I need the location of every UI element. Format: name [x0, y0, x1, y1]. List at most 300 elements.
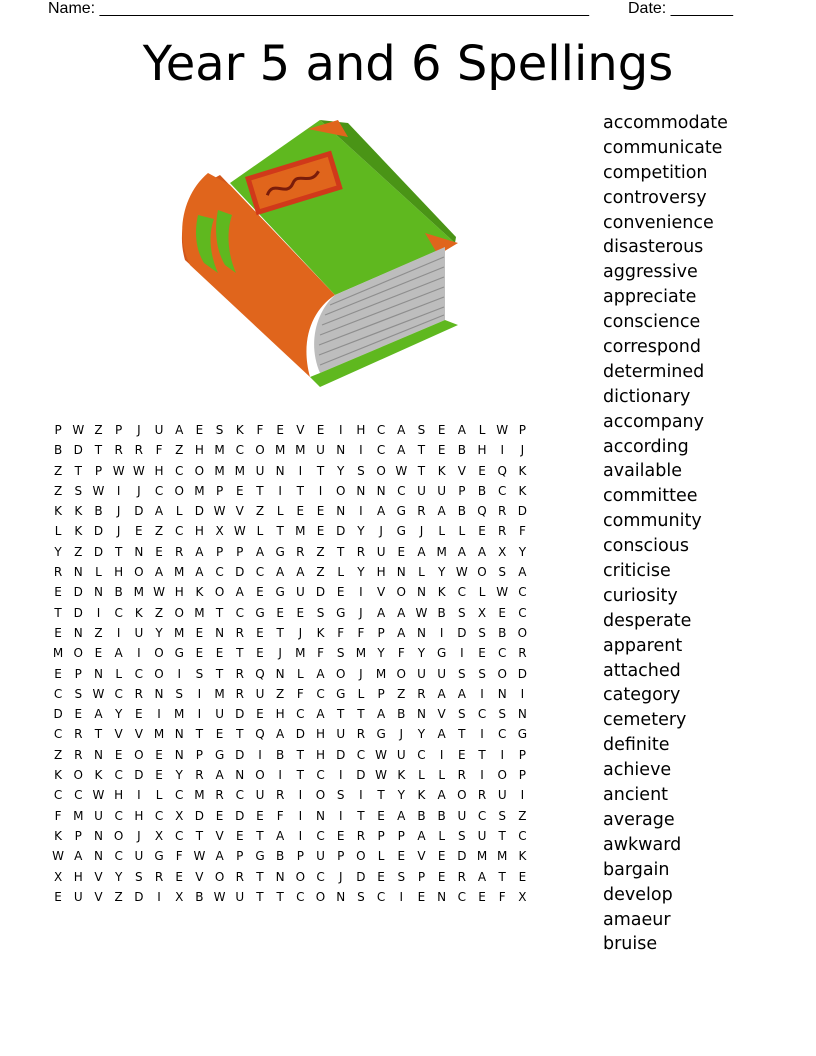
grid-letter[interactable]: D [73, 443, 83, 458]
grid-letter[interactable]: A [376, 605, 386, 620]
grid-letter[interactable]: A [255, 544, 265, 559]
grid-letter[interactable]: N [73, 565, 83, 580]
grid-letter[interactable]: D [73, 605, 83, 620]
grid-letter[interactable]: Z [53, 747, 63, 762]
grid-letter[interactable]: T [74, 463, 82, 478]
grid-letter[interactable]: W [92, 483, 105, 498]
grid-letter[interactable]: E [256, 808, 264, 823]
grid-letter[interactable]: N [437, 889, 447, 904]
grid-letter[interactable]: E [316, 423, 325, 437]
grid-letter[interactable]: I [197, 686, 202, 701]
grid-letter[interactable]: P [397, 828, 405, 843]
grid-letter[interactable]: K [235, 423, 244, 437]
grid-letter[interactable]: Z [276, 686, 285, 701]
grid-letter[interactable]: C [74, 788, 83, 803]
grid-letter[interactable]: S [498, 707, 507, 722]
grid-letter[interactable]: R [417, 686, 426, 701]
grid-letter[interactable]: R [235, 869, 244, 884]
grid-letter[interactable]: C [376, 423, 386, 437]
grid-letter[interactable]: S [458, 707, 466, 722]
grid-letter[interactable]: X [175, 808, 184, 823]
grid-letter[interactable]: L [276, 504, 284, 519]
grid-letter[interactable]: V [94, 869, 103, 884]
grid-letter[interactable]: J [137, 423, 141, 437]
grid-letter[interactable]: R [356, 544, 366, 559]
grid-letter[interactable]: K [437, 463, 446, 478]
grid-letter[interactable]: I [338, 808, 343, 823]
grid-letter[interactable]: K [518, 463, 527, 478]
grid-letter[interactable]: E [336, 585, 345, 600]
grid-letter[interactable]: J [298, 625, 303, 640]
grid-letter[interactable]: H [316, 747, 326, 762]
grid-letter[interactable]: Z [74, 544, 83, 559]
grid-letter[interactable]: V [134, 727, 143, 742]
grid-letter[interactable]: H [316, 727, 326, 742]
grid-letter[interactable]: C [114, 605, 123, 620]
grid-letter[interactable]: J [359, 605, 363, 620]
grid-letter[interactable]: Y [155, 625, 163, 640]
grid-letter[interactable]: I [359, 443, 363, 458]
grid-letter[interactable]: M [295, 646, 306, 661]
grid-letter[interactable]: T [256, 889, 264, 904]
grid-letter[interactable]: K [94, 768, 103, 783]
grid-letter[interactable]: Z [94, 625, 103, 640]
grid-letter[interactable]: B [397, 707, 406, 722]
grid-letter[interactable]: I [520, 788, 525, 803]
grid-letter[interactable]: Y [437, 565, 446, 580]
grid-letter[interactable]: D [235, 565, 245, 580]
grid-letter[interactable]: C [457, 889, 467, 904]
grid-letter[interactable]: M [355, 646, 367, 661]
grid-letter[interactable]: C [53, 686, 63, 701]
grid-letter[interactable]: W [496, 585, 509, 600]
grid-letter[interactable]: M [194, 483, 205, 498]
grid-letter[interactable]: T [377, 788, 385, 803]
grid-letter[interactable]: A [417, 828, 426, 843]
grid-letter[interactable]: P [296, 849, 304, 864]
grid-letter[interactable]: A [397, 808, 406, 823]
grid-letter[interactable]: L [337, 565, 345, 580]
grid-letter[interactable]: Y [54, 544, 62, 559]
grid-letter[interactable]: Q [497, 463, 507, 478]
grid-letter[interactable]: W [112, 463, 125, 478]
grid-letter[interactable]: B [53, 443, 63, 458]
grid-letter[interactable]: M [174, 625, 185, 640]
grid-letter[interactable]: A [114, 646, 123, 661]
grid-letter[interactable]: Y [417, 727, 426, 742]
grid-letter[interactable]: U [215, 707, 224, 722]
grid-letter[interactable]: M [214, 443, 225, 458]
grid-letter[interactable]: A [376, 504, 386, 519]
grid-letter[interactable]: N [215, 625, 225, 640]
grid-letter[interactable]: I [197, 707, 202, 722]
grid-letter[interactable]: S [498, 808, 507, 823]
grid-letter[interactable]: P [74, 666, 82, 681]
grid-letter[interactable]: D [457, 849, 467, 864]
grid-letter[interactable]: C [498, 483, 507, 498]
grid-letter[interactable]: C [235, 788, 244, 803]
grid-letter[interactable]: Y [357, 565, 365, 580]
grid-letter[interactable]: I [359, 585, 363, 600]
grid-letter[interactable]: A [195, 565, 204, 580]
grid-letter[interactable]: C [316, 686, 325, 701]
grid-letter[interactable]: M [214, 686, 225, 701]
grid-letter[interactable]: D [295, 727, 305, 742]
grid-letter[interactable]: V [376, 585, 386, 600]
grid-letter[interactable]: H [376, 565, 386, 580]
grid-letter[interactable]: Z [316, 565, 325, 580]
grid-letter[interactable]: K [518, 849, 527, 864]
grid-letter[interactable]: H [275, 707, 285, 722]
grid-letter[interactable]: O [356, 849, 366, 864]
grid-letter[interactable]: B [195, 889, 204, 904]
grid-letter[interactable]: E [54, 585, 62, 600]
grid-letter[interactable]: X [518, 889, 527, 904]
grid-letter[interactable]: C [417, 747, 426, 762]
grid-letter[interactable]: M [497, 849, 508, 864]
grid-letter[interactable]: N [93, 585, 103, 600]
grid-letter[interactable]: O [457, 788, 467, 803]
grid-letter[interactable]: S [74, 686, 83, 701]
grid-letter[interactable]: O [214, 585, 225, 600]
grid-letter[interactable]: J [278, 646, 282, 661]
grid-letter[interactable]: R [457, 768, 467, 783]
grid-letter[interactable]: G [336, 605, 346, 620]
grid-letter[interactable]: E [155, 747, 163, 762]
grid-letter[interactable]: M [234, 463, 245, 478]
grid-letter[interactable]: U [154, 423, 164, 437]
grid-letter[interactable]: B [437, 605, 446, 620]
grid-letter[interactable]: W [213, 889, 226, 904]
grid-letter[interactable]: G [174, 646, 184, 661]
grid-letter[interactable]: E [94, 646, 103, 661]
grid-letter[interactable]: P [215, 544, 224, 559]
grid-letter[interactable]: E [135, 707, 143, 722]
grid-letter[interactable]: N [396, 565, 406, 580]
grid-letter[interactable]: C [316, 869, 325, 884]
grid-letter[interactable]: T [195, 828, 204, 843]
grid-letter[interactable]: L [478, 423, 486, 437]
grid-letter[interactable]: S [458, 605, 466, 620]
grid-letter[interactable]: A [457, 686, 466, 701]
grid-letter[interactable]: G [517, 727, 528, 742]
grid-letter[interactable]: I [338, 423, 343, 437]
grid-letter[interactable]: E [296, 504, 305, 519]
grid-letter[interactable]: E [74, 707, 83, 722]
grid-letter[interactable]: A [154, 565, 164, 580]
grid-letter[interactable]: W [153, 585, 165, 600]
grid-letter[interactable]: R [477, 788, 487, 803]
grid-letter[interactable]: P [518, 423, 527, 437]
grid-letter[interactable]: U [437, 666, 447, 681]
grid-letter[interactable]: F [155, 443, 163, 458]
grid-letter[interactable]: T [357, 707, 365, 722]
grid-letter[interactable]: A [397, 605, 406, 620]
grid-letter[interactable]: B [276, 849, 285, 864]
grid-letter[interactable]: H [477, 443, 487, 458]
grid-letter[interactable]: F [357, 625, 365, 640]
grid-letter[interactable]: W [415, 605, 428, 620]
grid-letter[interactable]: Y [337, 463, 345, 478]
grid-letter[interactable]: A [215, 768, 224, 783]
grid-letter[interactable]: A [316, 707, 325, 722]
grid-letter[interactable]: R [154, 869, 164, 884]
grid-letter[interactable]: C [175, 788, 184, 803]
grid-letter[interactable]: T [296, 483, 305, 498]
grid-letter[interactable]: T [417, 443, 426, 458]
grid-letter[interactable]: E [417, 889, 426, 904]
grid-letter[interactable]: E [296, 605, 305, 620]
grid-letter[interactable]: F [175, 849, 183, 864]
grid-letter[interactable]: N [73, 625, 83, 640]
grid-letter[interactable]: I [157, 707, 161, 722]
grid-letter[interactable]: Q [477, 504, 487, 519]
grid-letter[interactable]: W [233, 524, 246, 539]
grid-letter[interactable]: R [498, 504, 507, 519]
grid-letter[interactable]: A [276, 565, 285, 580]
grid-letter[interactable]: C [397, 483, 406, 498]
grid-letter[interactable]: N [275, 666, 285, 681]
grid-letter[interactable]: Z [114, 889, 123, 904]
grid-letter[interactable]: D [356, 768, 366, 783]
grid-letter[interactable]: W [395, 463, 408, 478]
grid-letter[interactable]: U [497, 788, 507, 803]
grid-letter[interactable]: C [457, 585, 467, 600]
grid-letter[interactable]: X [215, 524, 224, 539]
grid-letter[interactable]: U [316, 443, 325, 458]
grid-letter[interactable]: W [213, 504, 226, 519]
grid-letter[interactable]: Y [417, 646, 426, 661]
grid-letter[interactable]: U [457, 808, 467, 823]
grid-letter[interactable]: O [113, 828, 124, 843]
grid-letter[interactable]: M [194, 788, 205, 803]
grid-letter[interactable]: F [276, 808, 284, 823]
grid-letter[interactable]: Z [94, 423, 103, 437]
grid-letter[interactable]: C [235, 605, 244, 620]
grid-letter[interactable]: E [54, 889, 62, 904]
grid-letter[interactable]: A [195, 544, 204, 559]
grid-letter[interactable]: A [417, 544, 426, 559]
grid-letter[interactable]: L [297, 666, 304, 681]
grid-letter[interactable]: N [134, 544, 144, 559]
grid-letter[interactable]: L [458, 524, 466, 539]
grid-letter[interactable]: V [195, 869, 204, 884]
grid-letter[interactable]: T [215, 605, 224, 620]
grid-letter[interactable]: I [278, 483, 282, 498]
grid-letter[interactable]: S [74, 483, 83, 498]
grid-letter[interactable]: C [154, 483, 164, 498]
grid-letter[interactable]: P [115, 423, 123, 437]
grid-letter[interactable]: D [235, 808, 245, 823]
grid-letter[interactable]: S [175, 686, 184, 701]
grid-letter[interactable]: E [195, 423, 204, 437]
grid-letter[interactable]: L [357, 686, 365, 701]
grid-letter[interactable]: O [134, 565, 144, 580]
grid-letter[interactable]: I [137, 788, 141, 803]
grid-letter[interactable]: A [518, 565, 527, 580]
grid-letter[interactable]: E [155, 544, 163, 559]
grid-letter[interactable]: D [73, 585, 83, 600]
grid-letter[interactable]: E [215, 808, 224, 823]
grid-letter[interactable]: E [256, 585, 264, 600]
grid-letter[interactable]: V [417, 849, 426, 864]
grid-letter[interactable]: T [94, 727, 103, 742]
grid-letter[interactable]: O [335, 666, 346, 681]
grid-letter[interactable]: E [518, 869, 527, 884]
grid-letter[interactable]: L [438, 768, 445, 783]
grid-letter[interactable]: E [316, 524, 325, 539]
grid-letter[interactable]: L [256, 524, 264, 539]
grid-letter[interactable]: K [54, 504, 63, 519]
grid-letter[interactable]: M [274, 443, 286, 458]
grid-letter[interactable]: D [134, 768, 144, 783]
grid-letter[interactable]: R [235, 625, 244, 640]
grid-letter[interactable]: P [195, 747, 204, 762]
grid-letter[interactable]: O [315, 788, 326, 803]
grid-letter[interactable]: B [114, 585, 123, 600]
grid-letter[interactable]: C [53, 727, 63, 742]
grid-letter[interactable]: A [397, 423, 406, 437]
grid-letter[interactable]: U [477, 828, 487, 843]
grid-letter[interactable]: E [54, 666, 62, 681]
grid-letter[interactable]: B [477, 483, 487, 498]
grid-letter[interactable]: R [457, 869, 467, 884]
grid-letter[interactable]: V [94, 889, 103, 904]
grid-letter[interactable]: O [255, 768, 265, 783]
grid-letter[interactable]: U [134, 625, 144, 640]
grid-letter[interactable]: Z [255, 504, 265, 519]
grid-letter[interactable]: C [255, 565, 265, 580]
grid-letter[interactable]: E [175, 869, 184, 884]
grid-letter[interactable]: N [93, 849, 103, 864]
grid-letter[interactable]: N [517, 707, 527, 722]
grid-letter[interactable]: I [439, 625, 444, 640]
grid-letter[interactable]: B [94, 504, 103, 519]
grid-letter[interactable]: I [480, 686, 484, 701]
grid-letter[interactable]: G [376, 727, 386, 742]
grid-letter[interactable]: T [256, 828, 264, 843]
grid-letter[interactable]: A [276, 828, 285, 843]
grid-letter[interactable]: P [417, 869, 426, 884]
grid-letter[interactable]: T [276, 889, 284, 904]
grid-letter[interactable]: V [296, 423, 305, 437]
grid-letter[interactable]: T [236, 727, 244, 742]
grid-letter[interactable]: S [357, 463, 365, 478]
grid-letter[interactable]: G [255, 849, 265, 864]
grid-letter[interactable]: O [335, 483, 346, 498]
grid-letter[interactable]: U [417, 666, 426, 681]
grid-letter[interactable]: Q [255, 666, 265, 681]
grid-letter[interactable]: C [477, 707, 487, 722]
grid-letter[interactable]: I [439, 747, 444, 762]
grid-letter[interactable]: A [437, 788, 446, 803]
grid-letter[interactable]: I [96, 605, 101, 620]
grid-letter[interactable]: T [498, 828, 506, 843]
grid-letter[interactable]: E [276, 423, 284, 437]
grid-letter[interactable]: O [255, 443, 265, 458]
grid-letter[interactable]: C [53, 788, 63, 803]
grid-letter[interactable]: A [477, 544, 487, 559]
grid-letter[interactable]: S [458, 828, 466, 843]
grid-letter[interactable]: I [298, 808, 303, 823]
grid-letter[interactable]: H [114, 565, 124, 580]
grid-letter[interactable]: A [397, 443, 406, 458]
grid-letter[interactable]: R [356, 727, 366, 742]
grid-letter[interactable]: Y [114, 869, 123, 884]
grid-letter[interactable]: R [275, 788, 285, 803]
grid-letter[interactable]: I [359, 504, 363, 519]
grid-letter[interactable]: T [296, 768, 305, 783]
grid-letter[interactable]: I [399, 889, 404, 904]
grid-letter[interactable]: E [114, 747, 123, 762]
grid-letter[interactable]: E [316, 504, 325, 519]
grid-letter[interactable]: R [134, 443, 144, 458]
grid-letter[interactable]: E [397, 849, 406, 864]
grid-letter[interactable]: C [296, 707, 305, 722]
grid-letter[interactable]: E [478, 524, 486, 539]
grid-letter[interactable]: O [73, 646, 83, 661]
grid-letter[interactable]: L [377, 849, 385, 864]
grid-letter[interactable]: F [54, 808, 62, 823]
grid-letter[interactable]: U [73, 889, 83, 904]
grid-letter[interactable]: K [74, 524, 83, 539]
grid-letter[interactable]: A [457, 544, 466, 559]
grid-letter[interactable]: J [137, 828, 141, 843]
grid-letter[interactable]: C [175, 524, 184, 539]
grid-letter[interactable]: C [114, 849, 123, 864]
grid-letter[interactable]: V [114, 727, 123, 742]
grid-letter[interactable]: M [174, 707, 185, 722]
grid-letter[interactable]: C [114, 768, 123, 783]
grid-letter[interactable]: G [214, 747, 225, 762]
grid-letter[interactable]: I [137, 646, 141, 661]
grid-letter[interactable]: U [255, 686, 265, 701]
grid-letter[interactable]: G [396, 524, 406, 539]
grid-letter[interactable]: E [397, 544, 406, 559]
grid-letter[interactable]: D [457, 625, 467, 640]
grid-letter[interactable]: T [236, 646, 244, 661]
grid-letter[interactable]: T [114, 544, 123, 559]
grid-letter[interactable]: O [396, 585, 406, 600]
grid-letter[interactable]: R [215, 788, 224, 803]
grid-letter[interactable]: N [376, 483, 386, 498]
grid-letter[interactable]: D [53, 707, 63, 722]
grid-letter[interactable]: L [175, 504, 183, 519]
grid-letter[interactable]: L [95, 565, 102, 580]
grid-letter[interactable]: P [236, 849, 244, 864]
grid-letter[interactable]: A [276, 727, 285, 742]
grid-letter[interactable]: W [92, 788, 105, 803]
grid-letter[interactable]: S [357, 889, 365, 904]
grid-letter[interactable]: K [397, 768, 406, 783]
grid-letter[interactable]: K [417, 788, 426, 803]
grid-letter[interactable]: P [377, 625, 385, 640]
grid-letter[interactable]: S [195, 666, 204, 681]
grid-letter[interactable]: C [316, 768, 325, 783]
grid-letter[interactable]: Y [377, 646, 385, 661]
grid-letter[interactable]: E [235, 483, 244, 498]
grid-letter[interactable]: T [478, 747, 486, 762]
grid-letter[interactable]: A [457, 423, 466, 437]
grid-letter[interactable]: J [116, 524, 121, 539]
grid-letter[interactable]: S [316, 605, 325, 620]
grid-letter[interactable]: C [376, 889, 386, 904]
grid-letter[interactable]: I [318, 483, 323, 498]
grid-letter[interactable]: E [195, 646, 204, 661]
grid-letter[interactable]: D [517, 666, 528, 681]
grid-letter[interactable]: S [397, 869, 406, 884]
grid-letter[interactable]: E [478, 889, 486, 904]
